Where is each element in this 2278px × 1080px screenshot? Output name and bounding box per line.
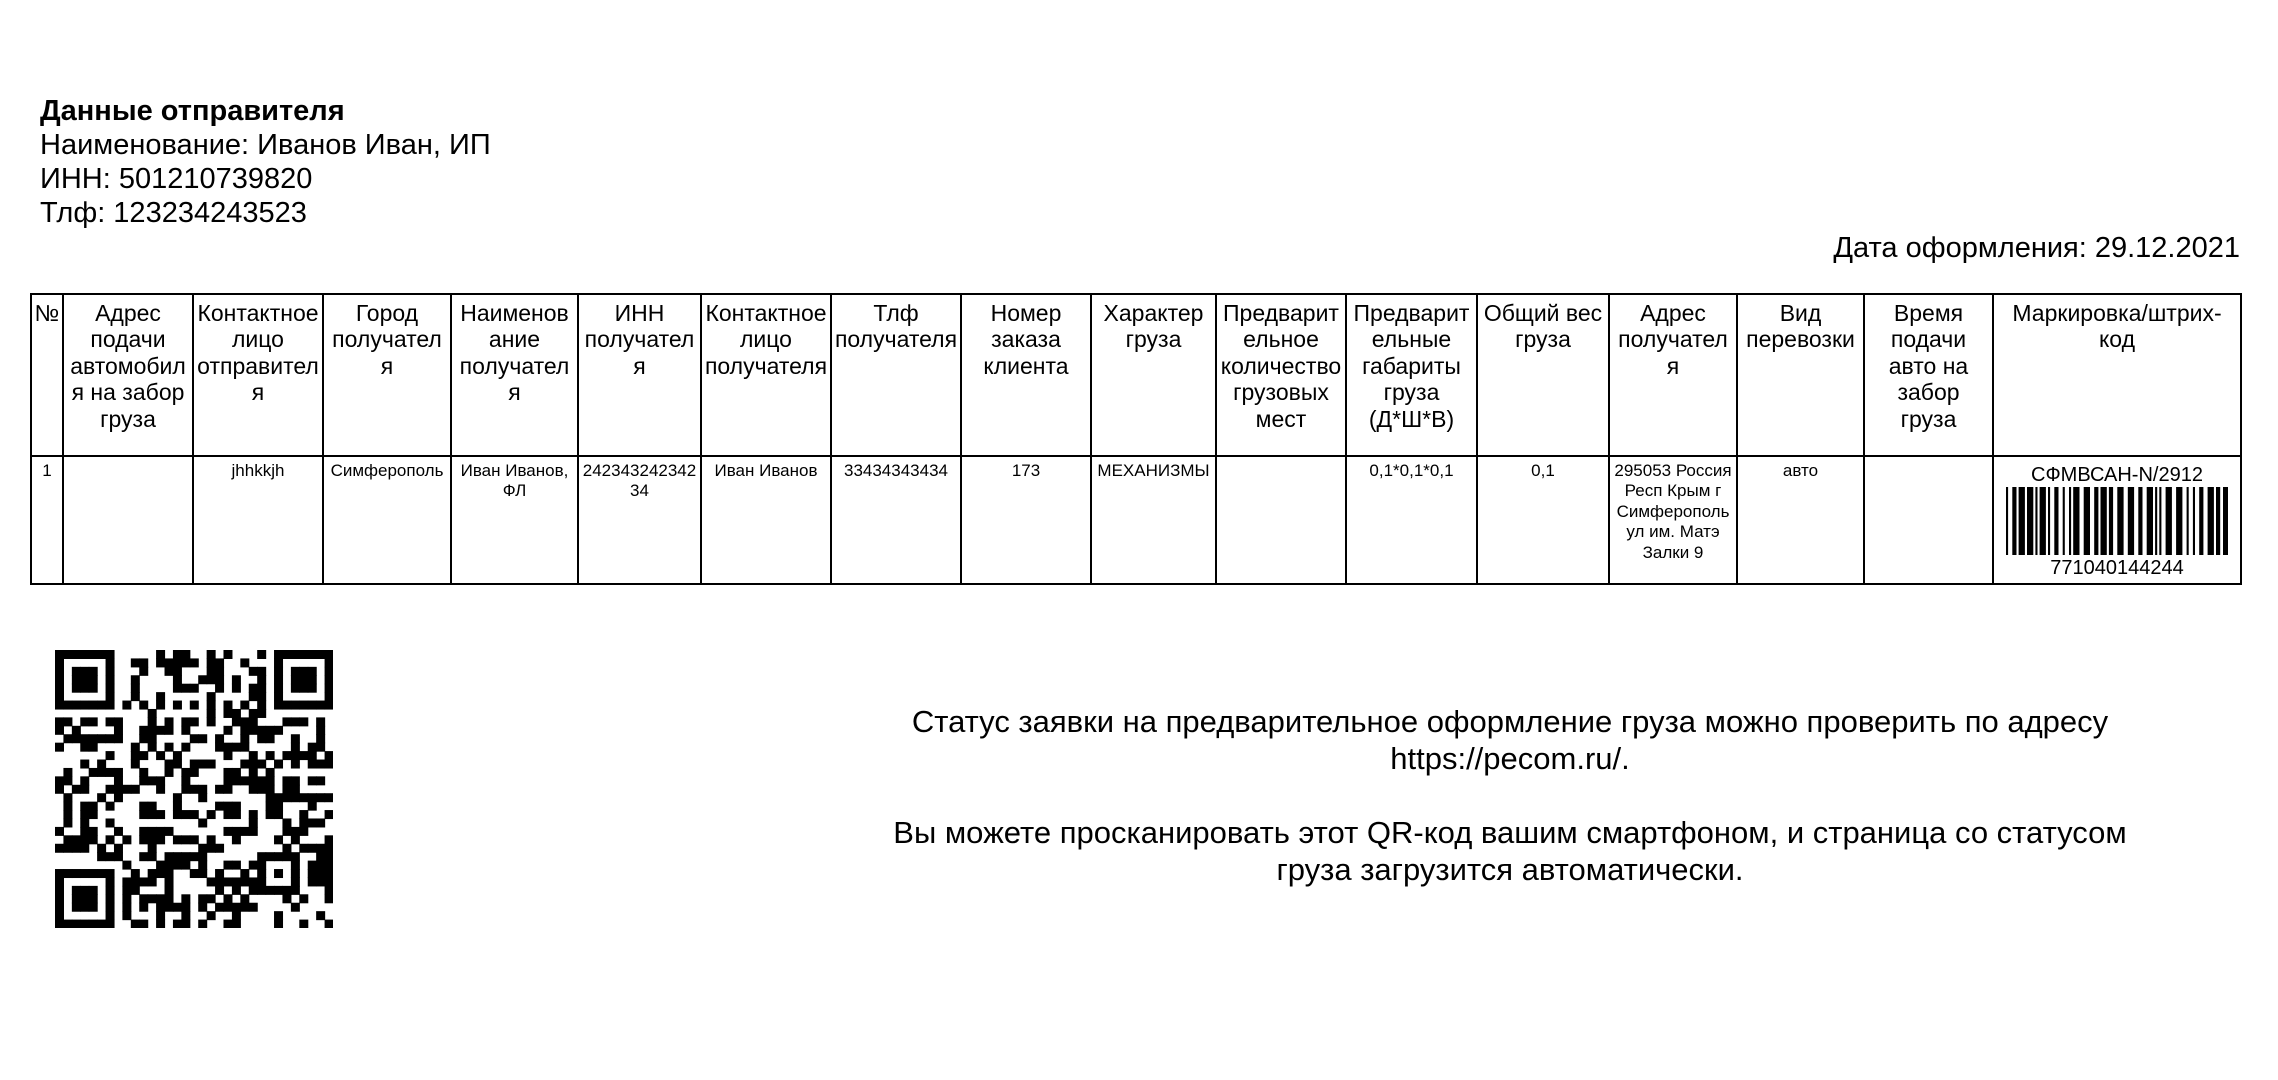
- qr-scan-paragraph: Вы можете просканировать этот QR-код вашим смартфоном, и страница со статусом груза загрузится автоматически.: [893, 815, 2127, 887]
- cell-receiver_phone: 33434343434: [831, 456, 961, 584]
- cell-preliminary_dimensions: 0,1*0,1*0,1: [1346, 456, 1477, 584]
- header-cargo_nature: Характер груза: [1091, 294, 1216, 456]
- cell-client_order_number: 173: [961, 456, 1091, 584]
- footer-text-block: [860, 703, 2160, 925]
- registration-date-line: Дата оформления: 29.12.2021: [1833, 232, 2240, 264]
- cell-receiver_city: Симферополь: [323, 456, 451, 584]
- sender-inn-line: ИНН: 501210739820: [40, 163, 313, 195]
- cell-total_weight: 0,1: [1477, 456, 1609, 584]
- header-marking: Маркировка/штрих-код: [1993, 294, 2241, 456]
- header-receiver_contact: Контактное лицо получателя: [701, 294, 831, 456]
- header-receiver_name: Наименование получателя: [451, 294, 578, 456]
- cell-receiver_address: 295053 Россия Респ Крым г Симферополь ул им. Матэ Залки 9: [1609, 456, 1737, 584]
- cell-pickup_time: [1864, 456, 1993, 584]
- header-pickup_time: Время подачи авто на забор груза: [1864, 294, 1993, 456]
- cell-preliminary_places: [1216, 456, 1346, 584]
- sender-info-block: [40, 94, 491, 230]
- table-row: [31, 456, 2241, 584]
- header-num: №: [31, 294, 63, 456]
- cell-receiver_contact: Иван Иванов: [701, 456, 831, 584]
- header-pickup_address: Адрес подачи автомобиля на забор груза: [63, 294, 193, 456]
- barcode-image: [2006, 487, 2228, 555]
- header-preliminary_places: Предварительное количество грузовых мест: [1216, 294, 1346, 456]
- header-receiver_city: Город получателя: [323, 294, 451, 456]
- header-preliminary_dimensions: Предварительные габариты груза (Д*Ш*В): [1346, 294, 1477, 456]
- cell-pickup_address: [63, 456, 193, 584]
- cell-transport_type: авто: [1737, 456, 1864, 584]
- cell-marking: [1993, 456, 2241, 584]
- table-header-row: [31, 294, 2241, 456]
- cell-num: 1: [31, 456, 63, 584]
- cell-cargo_nature: МЕХАНИЗМЫ: [1091, 456, 1216, 584]
- cell-receiver_name: Иван Иванов, ФЛ: [451, 456, 578, 584]
- header-sender_contact: Контактное лицо отправителя: [193, 294, 323, 456]
- sender-name-line: Наименование: Иванов Иван, ИП: [40, 129, 491, 161]
- barcode-number: 771040144244: [2050, 557, 2184, 579]
- barcode-label: СФМВСАН-N/2912: [2031, 464, 2203, 486]
- shipment-table: [30, 293, 2242, 585]
- header-total_weight: Общий вес груза: [1477, 294, 1609, 456]
- header-receiver_inn: ИНН получателя: [578, 294, 701, 456]
- header-receiver_phone: Тлф получателя: [831, 294, 961, 456]
- header-receiver_address: Адрес получателя: [1609, 294, 1737, 456]
- header-client_order_number: Номер заказа клиента: [961, 294, 1091, 456]
- sender-phone-line: Тлф: 123234243523: [40, 197, 307, 229]
- cell-sender_contact: jhhkkjh: [193, 456, 323, 584]
- sender-section-title: Данные отправителя: [40, 95, 345, 127]
- qr-code-image: [55, 650, 333, 928]
- cell-receiver_inn: 24234324234234: [578, 456, 701, 584]
- header-transport_type: Вид перевозки: [1737, 294, 1864, 456]
- status-check-paragraph: Статус заявки на предварительное оформление груза можно проверить по адресу https://pecom.ru/.: [911, 704, 2109, 776]
